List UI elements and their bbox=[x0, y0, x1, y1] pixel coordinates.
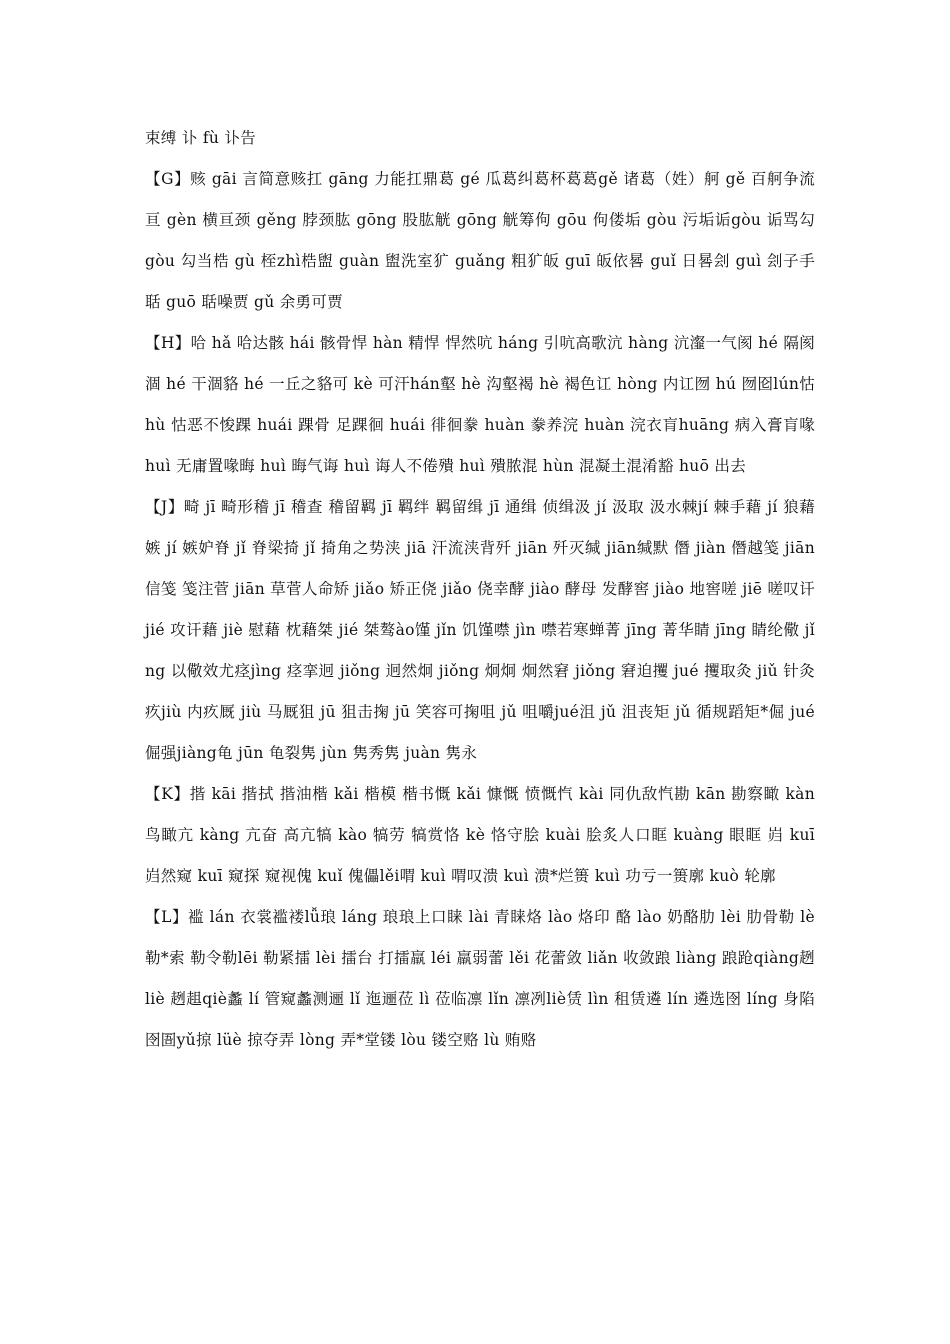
paragraph-h: 【H】哈 hǎ 哈达骸 hái 骸骨悍 hàn 精悍 悍然吭 háng 引吭高歌沆 hàng 沆瀣一气阂 hé 隔阂涸 hé 干涸貉 hé 一丘之貉可 kè 可汗hán壑 hè 沟壑褐 hè 褐色讧 hòng 内讧囫 hú 囫囵lún怙 hù 怙恶不悛踝 huái 踝骨 足踝徊 huái 徘徊豢 huàn 豢养浣 huàn 浣衣肓huāng 病入膏肓喙 huì 无庸置喙晦 huì 晦气诲 huì 诲人不倦殨 huì 殨脓混 hùn 混凝土混淆豁 huō 出去 bbox=[145, 334, 815, 475]
paragraph-j: 【J】畸 jī 畸形稽 jī 稽查 稽留羁 jī 羁绊 羁留缉 jī 通缉 侦缉汲 jí 汲取 汲水棘jí 棘手藉 jí 狼藉嫉 jí 嫉妒脊 jǐ 脊梁掎 jǐ 掎角之势浃 jiā 汗流浃背歼 jiān 歼灭缄 jiān缄默 僭 jiàn 僭越笺 jiān 信笺 笺注菅 jiān 草菅人命矫 jiǎo 矫正侥 jiǎo 侥幸酵 jiào 酵母 发酵窖 jiào 地窖嗟 jiē 嗟叹讦 jié 攻讦藉 jiè 慰藉 枕藉桀 jié 桀骜ào馑 jǐn 饥馑噤 jìn 噤若寒蝉菁 jīng 菁华睛 jīng 睛纶儆 jǐng 以儆效尤痉jìng 痉挛迥 jiǒng 迥然炯 jiǒng 炯炯 炯然窘 jiǒng 窘迫攫 jué 攫取灸 jiǔ 针灸 疚jiù 内疚厩 jiù 马厩狙 jū 狙击掬 jū 笑容可掬咀 jǔ 咀嚼jué沮 jǔ 沮丧矩 jǔ 循规蹈矩*倔 jué 倔强jiàng龟 jūn 龟裂隽 jùn 隽秀隽 juàn 隽永 bbox=[145, 498, 815, 762]
paragraph-intro: 束缚 讣 fù 讣告 bbox=[145, 129, 257, 147]
document-body bbox=[145, 118, 815, 1061]
paragraph-g: 【G】赅 gāi 言简意赅扛 gāng 力能扛鼎葛 gé 瓜葛纠葛杯葛葛gě 诸葛（姓）舸 gě 百舸争流亘 gèn 横亘颈 gěng 脖颈肱 gōng 股肱觥 gōng 觥筹佝 gōu 佝偻垢 gòu 污垢诟gòu 诟骂勾 gòu 勾当梏 gù 桎zhì梏盥 guàn 盥洗室犷 guǎng 粗犷皈 guī 皈依晷 guǐ 日晷刽 guì 刽子手 聒 guō 聒噪贾 gǔ 余勇可贾 bbox=[145, 170, 815, 311]
paragraph-l: 【L】褴 lán 衣裳褴褛lǚ琅 láng 琅琅上口睐 lài 青睐烙 lào 烙印 酪 lào 奶酪肋 lèi 肋骨勒 lè 勒*索 勒令勒lēi 勒紧擂 lèi 擂台 打擂羸 léi 羸弱蕾 lěi 花蕾敛 liǎn 收敛踉 liàng 踉跄qiàng趔 liè 趔趄qiè蠡 lí 管窥蠡测逦 lǐ 迤逦莅 lì 莅临凛 lǐn 凛冽liè赁 lìn 租赁遴 lín 遴选囹 líng 身陷囹圄yǔ掠 lüè 掠夺弄 lòng 弄*堂镂 lòu 镂空赂 lù 贿赂 bbox=[145, 908, 815, 1049]
paragraph-k: 【K】揩 kāi 揩拭 揩油楷 kǎi 楷模 楷书慨 kǎi 慷慨 愤慨忾 kài 同仇敌忾勘 kān 勘察瞰 kàn 鸟瞰亢 kàng 亢奋 高亢犒 kào 犒劳 犒赏恪 kè 恪守脍 kuài 脍炙人口眶 kuàng 眼眶 岿 kuī 岿然窥 kuī 窥探 窥视傀 kuǐ 傀儡lěi喟 kuì 喟叹溃 kuì 溃*烂篑 kuì 功亏一篑廓 kuò 轮廓 bbox=[145, 785, 815, 885]
